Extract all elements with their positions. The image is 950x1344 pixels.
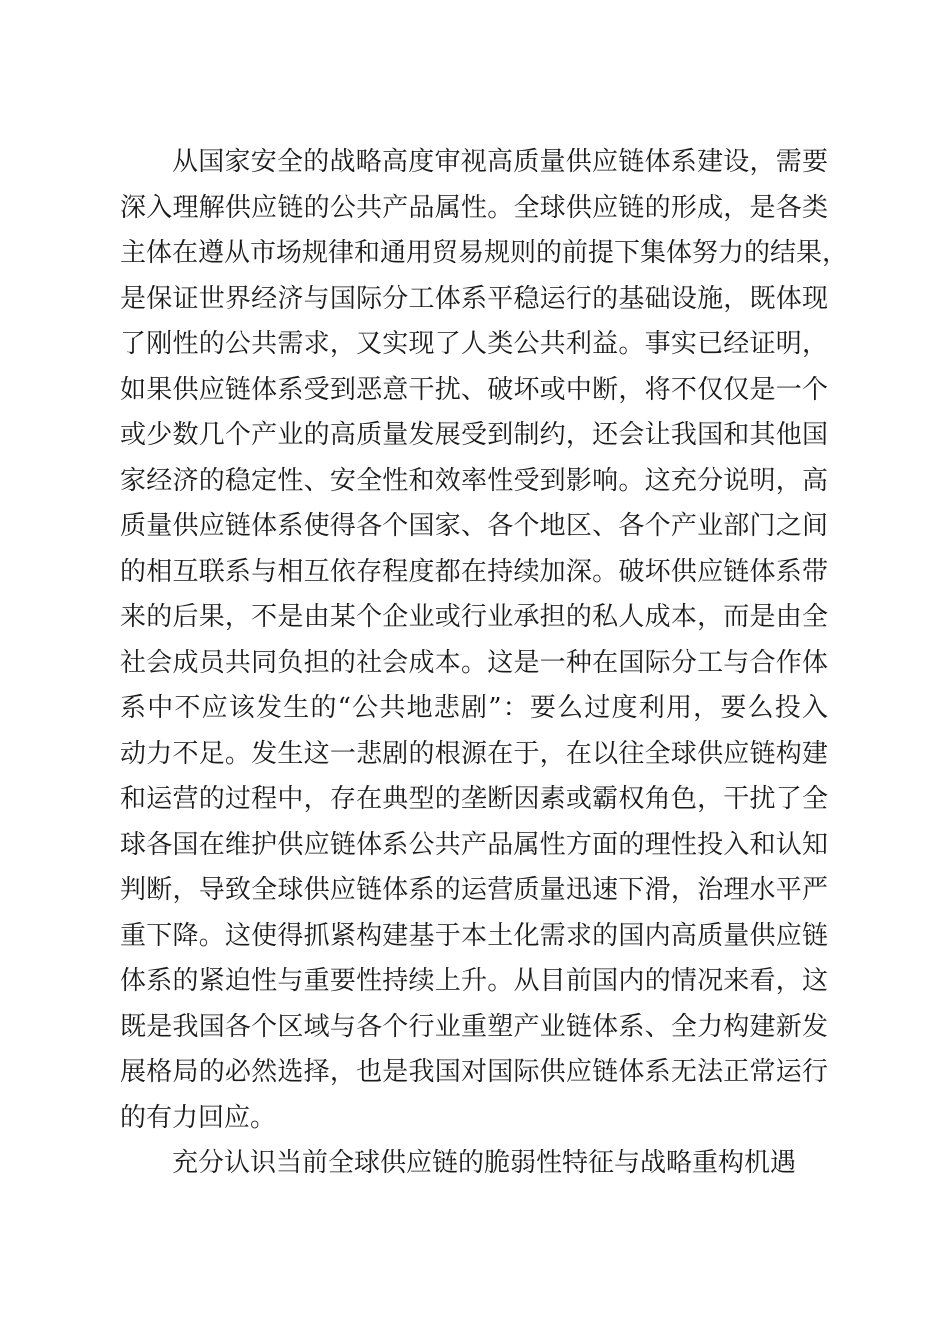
section-heading: 充分认识当前全球供应链的脆弱性特征与战略重构机遇 [172, 1148, 797, 1178]
paragraph-line: 是保证世界经济与国际分工体系平稳运行的基础设施，既体现 [120, 283, 828, 314]
document-body [120, 140, 849, 1187]
paragraph-line: 如果供应链体系受到恶意干扰、破坏或中断，将不仅仅是一个 [120, 374, 828, 405]
paragraph-line: 和运营的过程中，存在典型的垄断因素或霸权角色，干扰了全 [120, 784, 828, 814]
paragraph-line: 质量供应链体系使得各个国家、各个地区、各个产业部门之间 [120, 511, 828, 541]
paragraph-line: 了刚性的公共需求，又实现了人类公共利益。事实已经证明， [120, 329, 828, 359]
paragraph-line: 系中不应该发生的“公共地悲剧”：要么过度利用，要么投入 [120, 693, 828, 723]
paragraph-line: 的有力回应。 [120, 1102, 277, 1133]
paragraph-line: 体系的紧迫性与重要性持续上升。从目前国内的情况来看，这 [120, 966, 828, 996]
paragraph-line: 来的后果，不是由某个企业或行业承担的私人成本，而是由全 [120, 602, 828, 632]
paragraph-line: 展格局的必然选择，也是我国对国际供应链体系无法正常运行 [120, 1057, 828, 1087]
paragraph-line: 动力不足。发生这一悲剧的根源在于，在以往全球供应链构建 [120, 738, 828, 769]
paragraph-line: 社会成员共同负担的社会成本。这是一种在国际分工与合作体 [120, 647, 828, 678]
paragraph-line: 深入理解供应链的公共产品属性。全球供应链的形成，是各类 [120, 192, 828, 223]
paragraph-line: 主体在遵从市场规律和通用贸易规则的前提下集体努力的结果， [120, 238, 849, 268]
paragraph-line: 重下降。这使得抓紧构建基于本土化需求的国内高质量供应链 [120, 920, 828, 951]
paragraph-line: 或少数几个产业的高质量发展受到制约，还会让我国和其他国 [120, 420, 828, 450]
paragraph-line: 球各国在维护供应链体系公共产品属性方面的理性投入和认知 [120, 829, 828, 860]
paragraph-line: 的相互联系与相互依存程度都在持续加深。破坏供应链体系带 [120, 556, 828, 587]
paragraph-line: 既是我国各个区域与各个行业重塑产业链体系、全力构建新发 [120, 1011, 828, 1042]
paragraph-1 [120, 140, 849, 1141]
paragraph-line: 判断，导致全球供应链体系的运营质量迅速下滑，治理水平严 [120, 875, 828, 905]
paragraph-line: 从国家安全的战略高度审视高质量供应链体系建设，需要 [172, 147, 828, 177]
paragraph-line: 家经济的稳定性、安全性和效率性受到影响。这充分说明，高 [120, 465, 828, 496]
